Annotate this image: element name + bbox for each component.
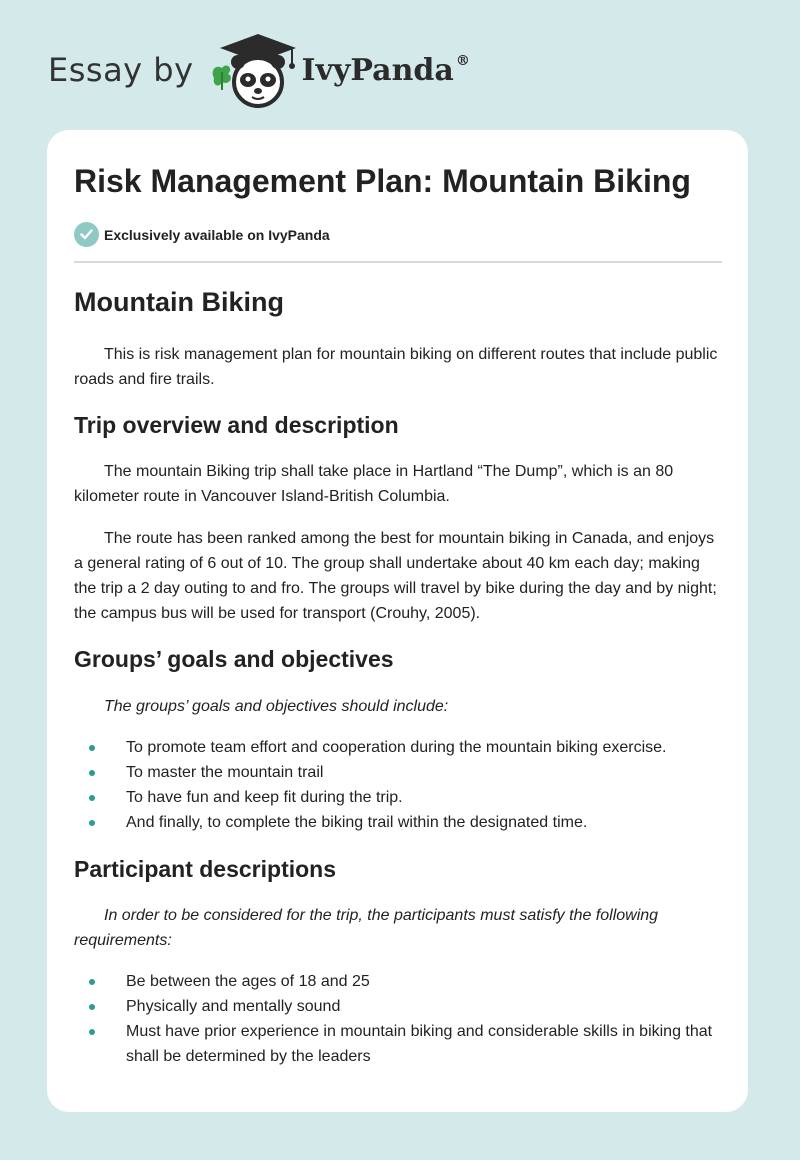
list-item-text: To master the mountain trail bbox=[126, 764, 324, 781]
registered-mark: ® bbox=[455, 52, 470, 69]
list-item-text: Physically and mentally sound bbox=[126, 998, 341, 1015]
panda-graduate-icon[interactable] bbox=[208, 30, 298, 110]
bullet-icon bbox=[89, 745, 95, 751]
list-intro: In order to be considered for the trip, the participants must satisfy the following requirements: bbox=[74, 907, 659, 949]
list-item-text: To have fun and keep fit during the trip. bbox=[126, 789, 403, 806]
brand-prefix: Essay by bbox=[48, 51, 194, 89]
section-heading: Groups’ goals and objectives bbox=[74, 646, 394, 672]
divider bbox=[74, 261, 722, 263]
paragraph: The route has been ranked among the best for mountain biking in Canada, and enjoys a general rating of 6 out of 10. The group shall undertake about 40 km each day; making the trip a 2 day outing to and fro. The groups will travel by bike during the day and by night; the campus bus will be used for transport (Crouhy, 2005). bbox=[74, 530, 717, 622]
essay-card bbox=[47, 130, 748, 1112]
section-heading: Trip overview and description bbox=[74, 412, 399, 438]
list-intro: The groups’ goals and objectives should include: bbox=[104, 698, 449, 715]
page-title: Risk Management Plan: Mountain Biking bbox=[74, 163, 691, 199]
paragraph: This is risk management plan for mountain biking on different routes that include public roads and fire trails. bbox=[74, 346, 718, 388]
list-item bbox=[74, 735, 722, 760]
list-item bbox=[74, 994, 722, 1019]
exclusive-label: Exclusively available on IvyPanda bbox=[104, 226, 330, 243]
list-item bbox=[74, 810, 722, 835]
bullet-icon bbox=[89, 1029, 95, 1035]
brand-name-text[interactable]: IvyPanda bbox=[301, 52, 454, 88]
list-item-text: To promote team effort and cooperation during the mountain biking exercise. bbox=[126, 739, 667, 756]
paragraph: The mountain Biking trip shall take place in Hartland “The Dump”, which is an 80 kilometer route in Vancouver Island-British Columbia. bbox=[74, 463, 674, 505]
goals-list bbox=[74, 735, 722, 835]
list-item-text: And finally, to complete the biking trail within the designated time. bbox=[126, 814, 588, 831]
bullet-icon bbox=[89, 1004, 95, 1010]
bullet-icon bbox=[89, 795, 95, 801]
list-item bbox=[74, 785, 722, 810]
list-item-text: Be between the ages of 18 and 25 bbox=[126, 973, 370, 990]
list-item-text: Must have prior experience in mountain biking and considerable skills in biking that shall be determined by the leaders bbox=[126, 1023, 713, 1065]
bullet-icon bbox=[89, 820, 95, 826]
exclusive-badge bbox=[74, 222, 330, 247]
requirements-list bbox=[74, 969, 722, 1069]
list-item bbox=[74, 1019, 722, 1069]
site-header bbox=[48, 30, 470, 110]
section-heading: Mountain Biking bbox=[74, 287, 284, 317]
list-item bbox=[74, 969, 722, 994]
section-heading: Participant descriptions bbox=[74, 856, 337, 882]
brand-name[interactable] bbox=[302, 53, 470, 88]
bullet-icon bbox=[89, 979, 95, 985]
list-item bbox=[74, 760, 722, 785]
check-circle-icon bbox=[74, 222, 99, 247]
bullet-icon bbox=[89, 770, 95, 776]
